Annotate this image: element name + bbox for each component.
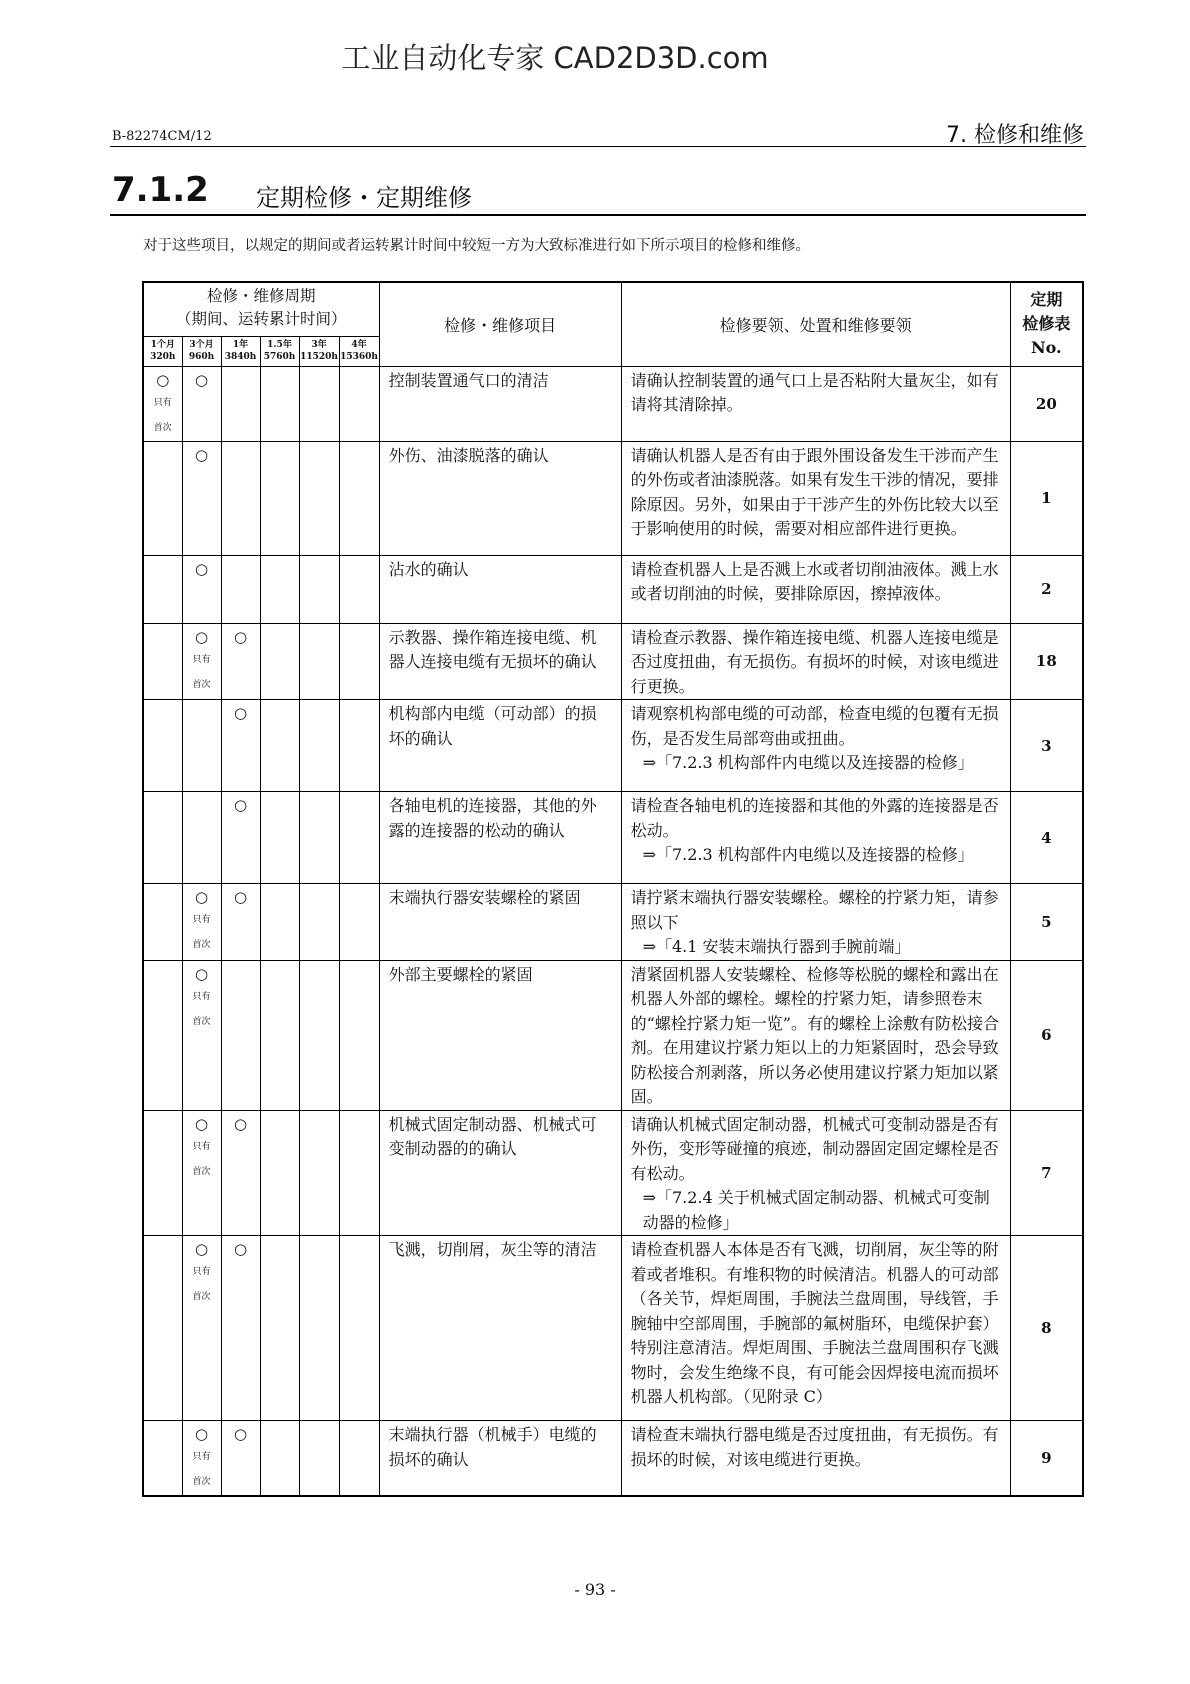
period-cell xyxy=(299,623,339,700)
period-cell xyxy=(339,700,379,792)
item-cell: 末端执行器（机械手）电缆的损坏的确认 xyxy=(379,1421,621,1497)
table-row xyxy=(143,623,1083,700)
first-only-note: 首次 xyxy=(192,679,211,690)
first-only-note: 只有 xyxy=(192,1141,211,1152)
method-text: 请拧紧末端执行器安装螺栓。螺栓的拧紧力矩，请参照以下 xyxy=(630,888,999,932)
table-row xyxy=(143,960,1083,1110)
method-text: 请检查末端执行器电缆是否过度扭曲，有无损伤。有损坏的时候，对该电缆进行更换。 xyxy=(630,1425,999,1469)
period-cell xyxy=(260,623,299,700)
check-mark: ○ xyxy=(233,1425,248,1443)
inspection-number-cell: 9 xyxy=(1010,1421,1083,1497)
method-cell xyxy=(621,1236,1010,1421)
check-mark: ○ xyxy=(194,627,209,646)
period-cell xyxy=(221,623,260,700)
inspection-number-cell: 6 xyxy=(1010,960,1083,1110)
method-text: 请确认控制装置的通气口上是否粘附大量灰尘，如有请将其清除掉。 xyxy=(630,370,999,414)
first-only-note: 只有 xyxy=(192,1452,211,1462)
period-cell xyxy=(260,960,299,1110)
period-group-header: 检修・维修周期 （期间、运转累计时间） xyxy=(143,282,379,336)
first-only-note: 只有 xyxy=(153,397,172,408)
method-text: 请观察机构部电缆的可动部，检查电缆的包覆有无损伤，是否发生局部弯曲或扭曲。 xyxy=(630,704,999,748)
method-cell xyxy=(621,700,1010,792)
period-cell xyxy=(143,700,182,792)
period-cell xyxy=(299,700,339,792)
check-mark: ○ xyxy=(194,559,209,578)
period-cell xyxy=(299,884,339,961)
method-column-header: 检修要领、处置和维修要领 xyxy=(621,282,1010,366)
period-cell xyxy=(339,792,379,884)
period-cell xyxy=(221,555,260,623)
maintenance-schedule-table xyxy=(142,281,1084,1497)
check-mark: ○ xyxy=(194,964,209,983)
period-cell xyxy=(143,1110,182,1236)
period-header: 3年 11520h xyxy=(299,336,339,366)
period-cell xyxy=(143,884,182,961)
method-cell xyxy=(621,1110,1010,1236)
first-only-note: 首次 xyxy=(153,422,172,433)
header-rule xyxy=(110,146,1086,147)
period-cell xyxy=(182,1236,221,1421)
first-only-note: 只有 xyxy=(192,991,211,1002)
period-cell xyxy=(182,1421,221,1497)
section-title: 定期检修・定期维修 xyxy=(256,184,472,212)
period-cell xyxy=(182,623,221,700)
period-header: 4年 15360h xyxy=(339,336,379,366)
method-cell xyxy=(621,555,1010,623)
method-cell xyxy=(621,792,1010,884)
period-cell xyxy=(260,1110,299,1236)
period-cell xyxy=(221,884,260,961)
table-row xyxy=(143,555,1083,623)
first-only-note: 首次 xyxy=(192,1166,211,1177)
page-number: - 93 - xyxy=(574,1580,616,1599)
method-text: 请检查机器人上是否溅上水或者切削油液体。溅上水或者切削油的时候，要排除原因，擦掉液体。 xyxy=(630,559,999,603)
period-header: 1年 3840h xyxy=(221,336,260,366)
item-cell: 控制装置通气口的清洁 xyxy=(379,366,621,441)
period-cell xyxy=(299,441,339,555)
method-cell xyxy=(621,366,1010,441)
first-only-note: 首次 xyxy=(192,1016,211,1027)
method-text: 请确认机器人是否有由于跟外围设备发生干涉而产生的外伤或者油漆脱落。如果有发生干涉的情况，要排除原因。另外，如果由于干涉产生的外伤比较大以至于影响使用的时候，需要对相应部件进行更换。 xyxy=(630,445,999,538)
method-cell xyxy=(621,960,1010,1110)
period-cell xyxy=(339,555,379,623)
first-only-note: 首次 xyxy=(192,940,211,950)
method-cell xyxy=(621,1421,1010,1497)
period-cell xyxy=(260,1421,299,1497)
period-cell xyxy=(299,1236,339,1421)
period-cell xyxy=(299,555,339,623)
watermark: 工业自动化专家 CAD2D3D.com xyxy=(341,41,769,75)
item-cell: 外部主要螺栓的紧固 xyxy=(379,960,621,1110)
period-cell xyxy=(260,366,299,441)
period-cell xyxy=(299,960,339,1110)
period-header: 1个月 320h xyxy=(143,336,182,366)
period-cell xyxy=(182,884,221,961)
period-cell xyxy=(221,441,260,555)
check-mark: ○ xyxy=(194,1240,209,1258)
period-cell xyxy=(143,366,182,441)
method-cell xyxy=(621,441,1010,555)
period-cell xyxy=(143,623,182,700)
first-only-note: 首次 xyxy=(192,1292,211,1302)
check-mark: ○ xyxy=(194,445,209,464)
reference-text: ⇒「7.2.3 机构部件内电缆以及连接器的检修」 xyxy=(642,753,974,772)
method-text: 请确认机械式固定制动器，机械式可变制动器是否有外伤，变形等碰撞的痕迹，制动器固定固定螺栓是否有松动。 xyxy=(630,1114,999,1183)
table-row xyxy=(143,1236,1083,1421)
check-mark: ○ xyxy=(194,1425,209,1443)
document-code: B-82274CM/12 xyxy=(112,129,212,144)
period-cell xyxy=(182,555,221,623)
reference-text: ⇒「7.2.3 机构部件内电缆以及连接器的检修」 xyxy=(642,845,974,864)
period-cell xyxy=(182,366,221,441)
period-cell xyxy=(260,884,299,961)
inspection-number-cell: 1 xyxy=(1010,441,1083,555)
section-number: 7.1.2 xyxy=(112,170,209,210)
table-row xyxy=(143,366,1083,441)
inspection-number-cell: 20 xyxy=(1010,366,1083,441)
first-only-note: 只有 xyxy=(192,1267,211,1277)
period-cell xyxy=(260,700,299,792)
check-mark: ○ xyxy=(233,627,248,646)
number-column-header: 定期 检修表 No. xyxy=(1010,282,1083,366)
inspection-number-cell: 2 xyxy=(1010,555,1083,623)
period-cell xyxy=(182,792,221,884)
inspection-number-cell: 7 xyxy=(1010,1110,1083,1236)
period-cell xyxy=(339,1236,379,1421)
method-text: 请检查示教器、操作箱连接电缆、机器人连接电缆是否过度扭曲，有无损伤。有损坏的时候，对该电缆进行更换。 xyxy=(630,627,999,696)
check-mark: ○ xyxy=(233,1114,248,1133)
chapter-heading: 7. 检修和维修 xyxy=(946,123,1084,148)
period-cell xyxy=(182,960,221,1110)
check-mark: ○ xyxy=(194,370,209,389)
reference-text: ⇒「7.2.4 关于机械式固定制动器、机械式可变制动器的检修」 xyxy=(642,1188,990,1232)
check-mark: ○ xyxy=(233,888,248,906)
period-cell xyxy=(221,1110,260,1236)
inspection-number-cell: 8 xyxy=(1010,1236,1083,1421)
period-cell xyxy=(221,960,260,1110)
period-cell xyxy=(339,441,379,555)
period-cell xyxy=(143,555,182,623)
item-cell: 示教器、操作箱连接电缆、机器人连接电缆有无损坏的确认 xyxy=(379,623,621,700)
item-cell: 机械式固定制动器、机械式可变制动器的的确认 xyxy=(379,1110,621,1236)
inspection-number-cell: 4 xyxy=(1010,792,1083,884)
period-cell xyxy=(143,960,182,1110)
check-mark: ○ xyxy=(156,370,170,389)
period-cell xyxy=(299,792,339,884)
method-text: 请检查各轴电机的连接器和其他的外露的连接器是否松动。 xyxy=(630,796,999,840)
period-cell xyxy=(260,555,299,623)
reference-text: ⇒「4.1 安装末端执行器到手腕前端」 xyxy=(642,937,911,956)
first-only-note: 首次 xyxy=(192,1477,211,1487)
method-cell xyxy=(621,623,1010,700)
period-cell xyxy=(143,441,182,555)
period-cell xyxy=(339,366,379,441)
period-cell xyxy=(182,441,221,555)
inspection-number-cell: 3 xyxy=(1010,700,1083,792)
period-cell xyxy=(299,366,339,441)
period-cell xyxy=(339,884,379,961)
period-cell xyxy=(221,366,260,441)
item-cell: 飞溅，切削屑，灰尘等的清洁 xyxy=(379,1236,621,1421)
period-cell xyxy=(221,792,260,884)
item-cell: 沾水的确认 xyxy=(379,555,621,623)
item-cell: 外伤、油漆脱落的确认 xyxy=(379,441,621,555)
period-cell xyxy=(299,1421,339,1497)
check-mark: ○ xyxy=(194,888,209,906)
item-column-header: 检修・维修项目 xyxy=(379,282,621,366)
first-only-note: 只有 xyxy=(192,915,211,925)
table-row xyxy=(143,441,1083,555)
check-mark: ○ xyxy=(233,1240,248,1258)
period-header: 1.5年 5760h xyxy=(260,336,299,366)
method-text: 清紧固机器人安装螺栓、检修等松脱的螺栓和露出在机器人外部的螺栓。螺栓的拧紧力矩，请参照卷末的“螺栓拧紧力矩一览”。有的螺栓上涂敷有防松接合剂。在用建议拧紧力矩以上的力矩紧固时，恐会导致防松接合剂剥落，所以务必使用建议拧紧力矩加以紧固。 xyxy=(630,964,999,1106)
item-cell: 末端执行器安装螺栓的紧固 xyxy=(379,884,621,961)
table-row xyxy=(143,884,1083,961)
period-cell xyxy=(299,1110,339,1236)
period-cell xyxy=(260,1236,299,1421)
period-cell xyxy=(143,792,182,884)
period-cell xyxy=(339,1110,379,1236)
item-cell: 机构部内电缆（可动部）的损坏的确认 xyxy=(379,700,621,792)
period-cell xyxy=(260,792,299,884)
intro-text: 对于这些项目，以规定的期间或者运转累计时间中较短一方为大致标准进行如下所示项目的检修和维修。 xyxy=(143,238,810,254)
period-cell xyxy=(182,700,221,792)
period-cell xyxy=(339,960,379,1110)
table-row xyxy=(143,700,1083,792)
check-mark: ○ xyxy=(233,704,248,722)
section-rule xyxy=(110,214,1086,216)
period-cell xyxy=(260,441,299,555)
first-only-note: 只有 xyxy=(192,654,211,665)
inspection-number-cell: 18 xyxy=(1010,623,1083,700)
table-row xyxy=(143,1421,1083,1497)
period-cell xyxy=(182,1110,221,1236)
period-cell xyxy=(221,1236,260,1421)
period-cell xyxy=(221,700,260,792)
table-row xyxy=(143,1110,1083,1236)
period-cell xyxy=(339,623,379,700)
table-row xyxy=(143,792,1083,884)
method-text: 请检查机器人本体是否有飞溅，切削屑，灰尘等的附着或者堆积。有堆积物的时候清洁。机器人的可动部（各关节，焊炬周围，手腕法兰盘周围，导线管，手腕轴中空部周围，手腕部的氟树脂环，电缆保护套）特别注意清洁。焊炬周围、手腕法兰盘周围积存飞溅物时，会发生绝缘不良，有可能会因焊接电流而损坏机器人机构部。（见附录 C） xyxy=(630,1240,999,1406)
method-cell xyxy=(621,884,1010,961)
check-mark: ○ xyxy=(233,796,248,814)
check-mark: ○ xyxy=(194,1114,209,1133)
period-header: 3个月 960h xyxy=(182,336,221,366)
period-cell xyxy=(143,1421,182,1497)
item-cell: 各轴电机的连接器，其他的外露的连接器的松动的确认 xyxy=(379,792,621,884)
period-cell xyxy=(339,1421,379,1497)
period-cell xyxy=(143,1236,182,1421)
period-cell xyxy=(221,1421,260,1497)
inspection-number-cell: 5 xyxy=(1010,884,1083,961)
